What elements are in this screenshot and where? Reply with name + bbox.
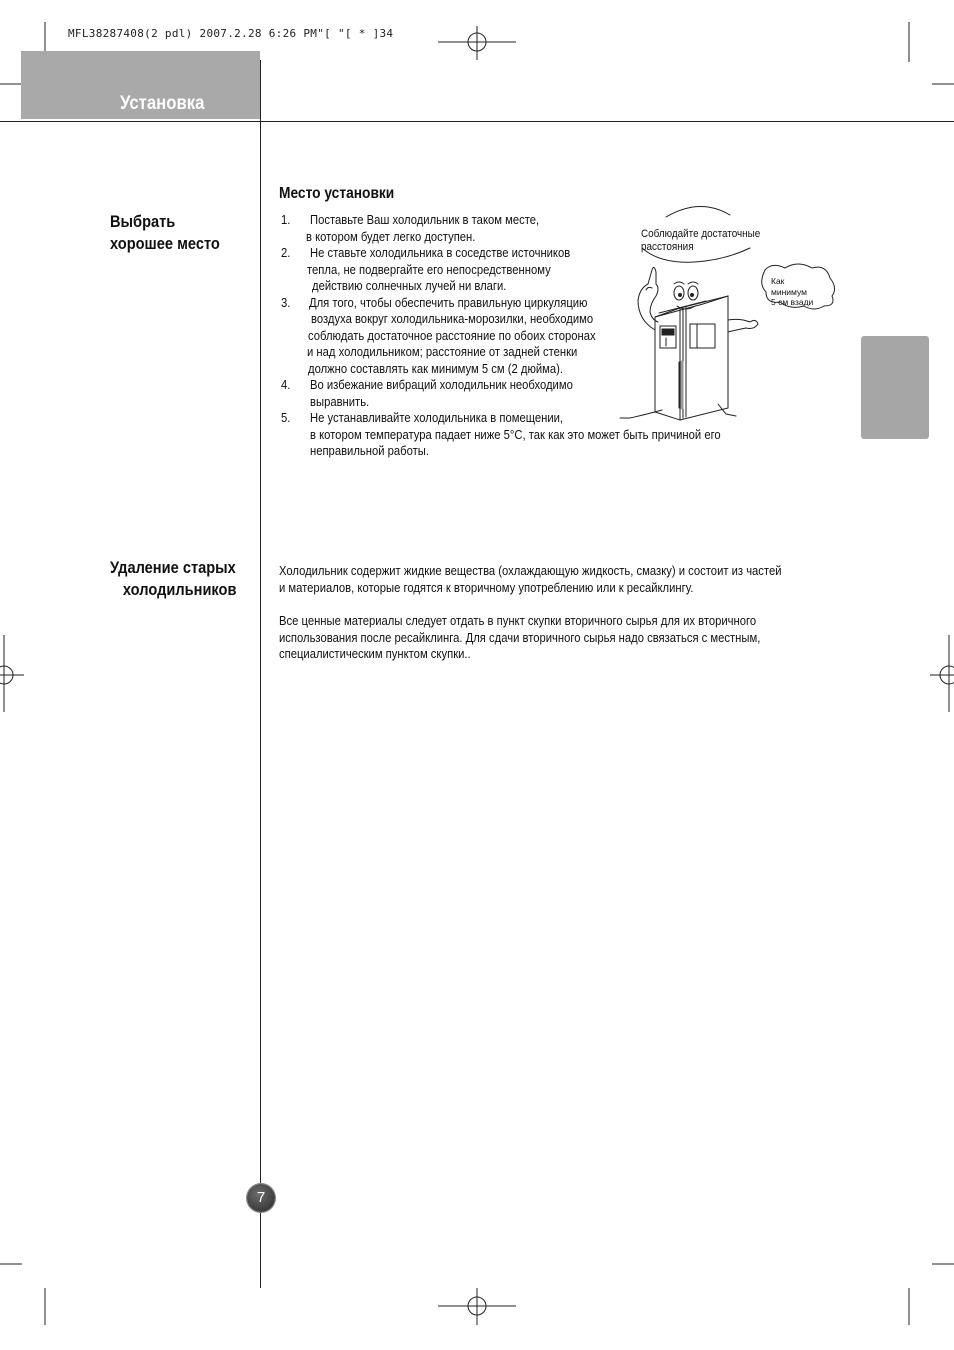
list-line: Для того, чтобы обеспечить правильную циркуляцию [309,295,588,310]
list-line: и над холодильником; расстояние от задней стенки [307,345,578,359]
sidebar-heading-line: Выбрать [110,212,176,231]
page-number: 7 [247,1184,275,1212]
sidebar-heading-line: холодильников [122,580,237,599]
list-line: соблюдать достаточное расстояние по обоих сторонах [308,328,596,343]
print-header-text: MFL38287408(2 pdl) 2007.2.28 6:26 PM"[ "[ * ]34 [68,27,394,40]
paragraph-line: Все ценные материалы следует отдать в пункт скупки вторичного сырья для их вторичного [279,614,757,628]
bubble-line: расстояния [641,241,694,253]
list-number: 3. [281,295,291,310]
paragraph-line: Холодильник содержит жидкие вещества (охлаждающую жидкость, смазку) и состоит из частей [279,564,782,578]
paragraph-line: использования после ресайклинга. Для сдачи вторичного сырья надо связаться с местным, [279,630,761,645]
paragraph-line: специалистическим пунктом скупки.. [279,647,471,661]
bubble-line: минимум [771,286,807,297]
bubble-line: 5 см взади [771,297,814,307]
list-line: действию солнечных лучей ни влаги. [312,279,507,293]
placement-title: Место установки [279,185,395,202]
disposal-paragraph-2 [279,613,760,663]
paragraph-line: и материалов, которые годятся к вторичному употреблению или к ресайклингу. [279,580,694,595]
sidebar-heading-line: хорошее место [110,234,220,253]
list-line: Не устанавливайте холодильника в помещении, [310,411,564,425]
bubble-text-side [771,276,813,308]
list-line: Поставьте Ваш холодильник в таком месте, [310,213,540,227]
header-rule [0,121,954,122]
side-thumb-tab [861,336,929,439]
sidebar-heading-place [110,211,220,255]
bubble-line: Соблюдайте достаточные [641,228,761,240]
list-line: тепла, не подвергайте его непосредственному [307,262,551,277]
list-line: в котором температура падает ниже 5°C, так как это может быть причиной его [310,427,721,442]
list-line: в котором будет легко доступен. [306,229,476,244]
list-number: 4. [281,378,291,392]
list-line: Не ставьте холодильника в соседстве источников [310,246,571,260]
disposal-paragraph-1 [279,563,782,596]
list-line: выравнить. [310,394,370,409]
list-line: неправильной работы. [310,444,429,458]
list-line: должно составлять как минимум 5 см (2 дюйма). [308,361,564,376]
list-number: 2. [281,246,291,260]
list-line: Во избежание вибраций холодильник необходимо [310,378,573,392]
bubble-line: Как [771,276,785,286]
sidebar-heading-disposal [110,557,236,601]
column-rule [260,60,261,1288]
page-title: Установка [120,93,205,114]
list-number: 5. [281,411,291,425]
bubble-text-main [641,228,760,254]
list-number: 1. [281,213,291,227]
list-line: воздуха вокруг холодильника-морозилки, необходимо [311,312,594,326]
sidebar-heading-line: Удаление старых [110,558,236,577]
